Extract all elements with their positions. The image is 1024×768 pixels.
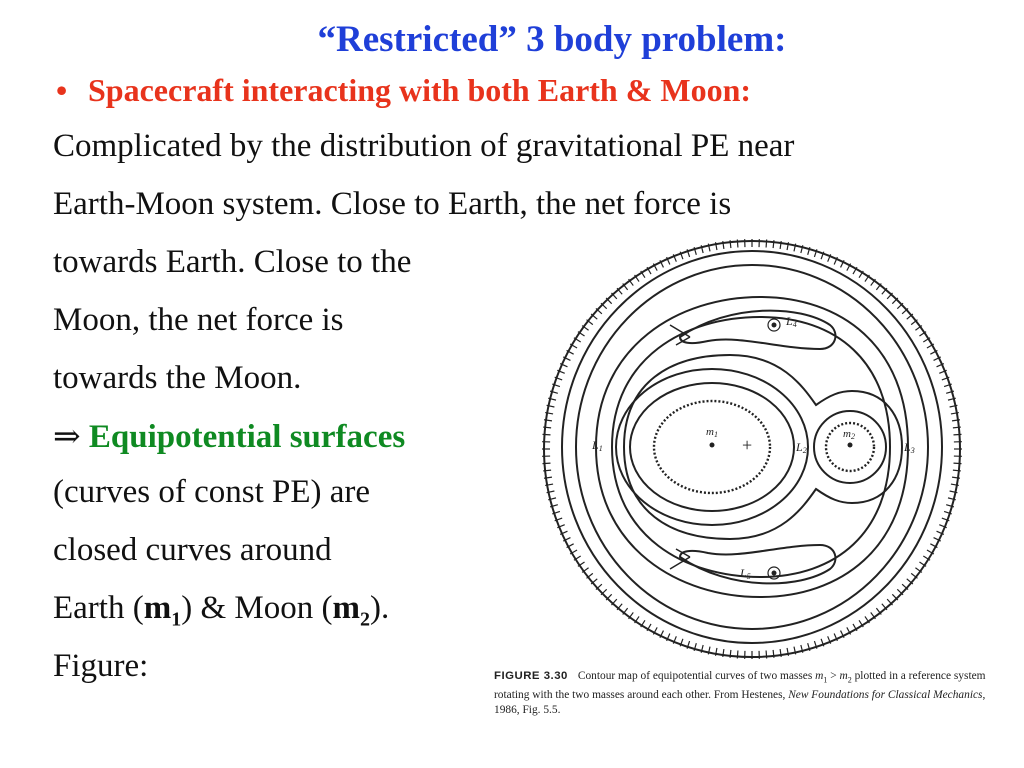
highlight-equipotential: Equipotential surfaces bbox=[88, 419, 406, 455]
boundary-tick bbox=[543, 470, 551, 471]
boundary-tick bbox=[737, 651, 738, 659]
L5-point bbox=[772, 571, 777, 576]
boundary-tick bbox=[543, 427, 551, 428]
label-L5: L5 bbox=[740, 566, 751, 581]
boundary-tick bbox=[543, 434, 551, 435]
body-line-6: (curves of const PE) are bbox=[53, 474, 371, 510]
boundary-tick bbox=[766, 651, 767, 659]
body-line-5: towards the Moon. bbox=[53, 360, 302, 396]
boundary-tick bbox=[773, 650, 774, 658]
boundary-tick bbox=[730, 650, 731, 658]
bullet-heading bbox=[56, 72, 751, 109]
boundary-tick bbox=[737, 240, 738, 248]
m2-point bbox=[848, 443, 853, 448]
bullet-marker: • bbox=[56, 72, 68, 108]
label-m1: m1 bbox=[706, 426, 718, 439]
boundary-tick bbox=[954, 463, 962, 464]
implies-line bbox=[53, 416, 405, 456]
caption-figure-number: FIGURE 3.30 bbox=[494, 670, 568, 682]
label-L4: L4 bbox=[786, 314, 797, 329]
earth-moon-line: Earth $(m_1)$ & Moon $(m_2)$. bbox=[53, 590, 390, 631]
bullet-text: Spacecraft interacting with both Earth & Moon: bbox=[88, 72, 752, 108]
boundary-tick bbox=[953, 470, 961, 471]
boundary-tick bbox=[766, 240, 767, 248]
body-line-3: towards Earth. Close to the bbox=[53, 244, 412, 280]
boundary-tick bbox=[773, 240, 774, 248]
equipotential-diagram bbox=[540, 225, 980, 665]
boundary-tick bbox=[954, 434, 962, 435]
body-line-1: Complicated by the distribution of gravitational PE near bbox=[53, 128, 795, 164]
caption-book-title: New Foundations for Classical Mechanics bbox=[788, 688, 983, 701]
boundary-tick bbox=[730, 240, 731, 248]
body-line-4: Moon, the net force is bbox=[53, 302, 344, 338]
contour-peanut bbox=[624, 355, 902, 539]
label-L1: L1 bbox=[592, 438, 603, 453]
label-L2: L2 bbox=[796, 440, 807, 455]
label-plus: + bbox=[742, 435, 753, 455]
m1-point bbox=[710, 443, 715, 448]
L4-point bbox=[772, 323, 777, 328]
boundary-tick bbox=[953, 427, 961, 428]
boundary-tick bbox=[543, 463, 551, 464]
slide-title: “Restricted” 3 body problem: bbox=[317, 19, 787, 60]
label-m2: m2 bbox=[843, 428, 855, 441]
label-L3: L3 bbox=[904, 440, 915, 455]
body-line-7: closed curves around bbox=[53, 532, 332, 568]
body-line-2: Earth-Moon system. Close to Earth, the net force is bbox=[53, 186, 732, 222]
implies-symbol: ⇒ bbox=[53, 419, 81, 455]
figure-caption: FIGURE 3.30 Contour map of equipotential curves of two masses $m_1 > m_2$ plotted in a reference system rotating with the two masses around each other. From Hestenes, New Foundations for Classical Mechanics, 1986, Fig. 5.5. bbox=[494, 670, 986, 717]
figure-label: Figure: bbox=[53, 648, 149, 684]
